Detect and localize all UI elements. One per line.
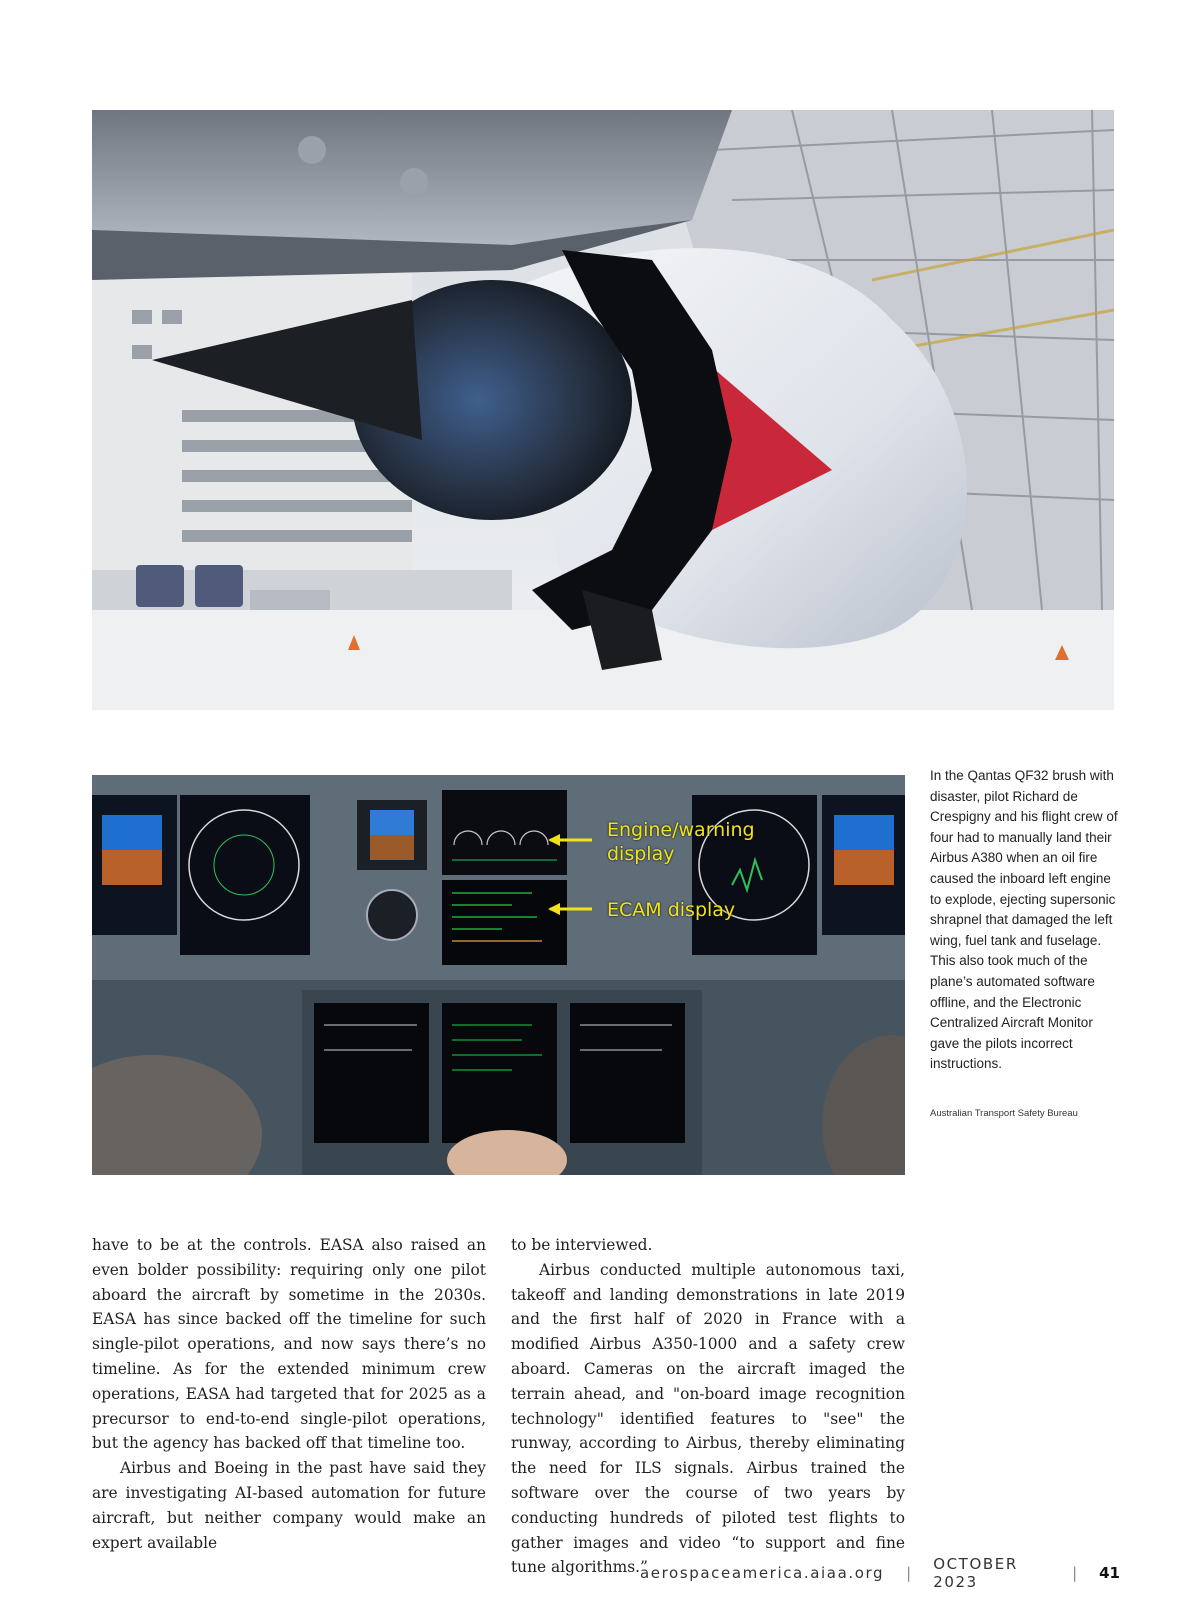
footer-separator: | xyxy=(1072,1564,1078,1582)
page-footer xyxy=(640,1555,1120,1591)
body-column-left xyxy=(92,1233,486,1555)
engine-warning-display-callout: Engine/warning display xyxy=(607,819,755,865)
footer-issue: OCTOBER 2023 xyxy=(933,1555,1018,1591)
paragraph: Airbus conducted multiple autonomous taxi, takeoff and landing demonstrations in late 2019 and the first half of 2020 in France with a modified Airbus A350-1000 and a safety crew aboard. Cameras on the aircraft imaged the terrain ahead, and "on-board image recognition technology" identified features to "see" the runway, according to Airbus, thereby eliminating the need for ILS signals. Airbus trained the software over the course of two years by conducting hundreds of piloted test flights to gather images and video “to support and fine tune algorithms.” xyxy=(511,1260,905,1577)
body-column-right xyxy=(511,1233,905,1580)
photo-credit: Australian Transport Safety Bureau xyxy=(930,1108,1078,1119)
ecam-display-callout: ECAM display xyxy=(607,899,736,921)
footer-site: aerospaceamerica.aiaa.org xyxy=(640,1564,885,1582)
footer-separator: | xyxy=(906,1564,912,1582)
cockpit-display-photo xyxy=(92,775,905,1175)
page-number: 41 xyxy=(1099,1564,1120,1582)
photo-caption: In the Qantas QF32 brush with disaster, pilot Richard de Crespigny and his flight crew of four had to manually land their Airbus A380 when an oil fire caused the inboard left engine to explode, ejecting supersonic shrapnel that damaged the left wing, fuel tank and fuselage. This also took much of the plane’s automated software offline, and the Electronic Centralized Aircraft Monitor gave the pilots incorrect instructions. xyxy=(930,768,1118,1072)
engine-damage-photo xyxy=(92,110,1114,710)
paragraph: Airbus and Boeing in the past have said they are investigating AI-based automation for future aircraft, but neither company would make an expert available xyxy=(92,1459,486,1552)
paragraph: to be interviewed. xyxy=(511,1236,653,1254)
paragraph: have to be at the controls. EASA also raised an even bolder possibility: requiring only one pilot aboard the aircraft by sometime in the 2030s. EASA has since backed off the timeline for such single-pilot operations, and now says there’s no timeline. As for the extended minimum crew operations, EASA had targeted that for 2025 as a precursor to end-to-end single-pilot operations, but the agency has backed off that timeline too. xyxy=(92,1236,486,1453)
